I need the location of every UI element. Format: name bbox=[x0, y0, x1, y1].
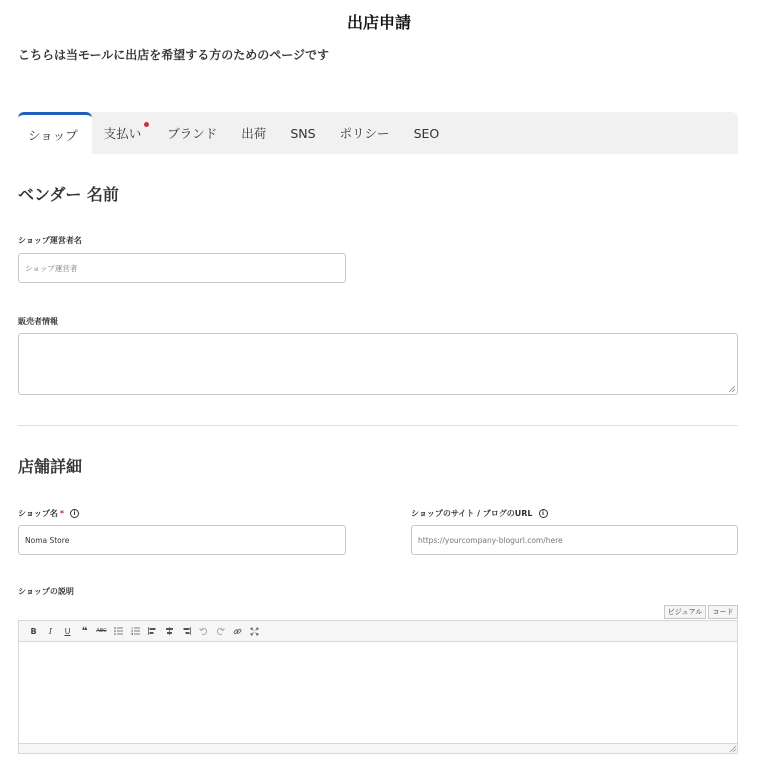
tab-label: 出荷 bbox=[241, 126, 267, 141]
tab-policy[interactable] bbox=[328, 112, 402, 154]
seller-info-textarea[interactable] bbox=[18, 333, 738, 395]
editor-code-tab[interactable]: コード bbox=[708, 605, 738, 619]
undo-icon bbox=[199, 627, 208, 635]
vendor-section-heading: ベンダー 名前 bbox=[18, 185, 119, 204]
editor-visual-tab[interactable]: ビジュアル bbox=[664, 605, 706, 619]
tab-bar bbox=[18, 112, 738, 154]
list-ol-icon bbox=[131, 627, 140, 635]
bullet-list-button[interactable] bbox=[110, 623, 127, 639]
info-icon[interactable]: i bbox=[539, 509, 548, 518]
resize-grip-icon[interactable] bbox=[728, 385, 736, 393]
list-ul-icon bbox=[114, 627, 123, 635]
shop-name-label-text: ショップ名 bbox=[18, 509, 58, 518]
fullscreen-button[interactable] bbox=[246, 623, 263, 639]
required-mark: * bbox=[59, 509, 65, 518]
page-title: 出店申請 bbox=[346, 13, 411, 32]
shop-url-label-text: ショップのサイト / ブログのURL bbox=[411, 509, 533, 518]
editor-status-bar bbox=[18, 744, 738, 754]
store-section-heading: 店舗詳細 bbox=[18, 457, 83, 476]
align-center-button[interactable] bbox=[161, 623, 178, 639]
shop-description-label: ショップの説明 bbox=[18, 587, 74, 596]
shop-name-label bbox=[18, 508, 79, 519]
bold-button[interactable]: B bbox=[30, 626, 37, 636]
tab-label: 支払い bbox=[103, 126, 142, 141]
numbered-list-button[interactable] bbox=[127, 623, 144, 639]
align-center-icon bbox=[165, 627, 174, 635]
tab-brand[interactable] bbox=[155, 112, 229, 154]
align-left-button[interactable] bbox=[144, 623, 161, 639]
undo-button[interactable] bbox=[195, 623, 212, 639]
tab-label: ショップ bbox=[28, 127, 78, 143]
editor-toolbar bbox=[18, 620, 738, 642]
align-right-icon bbox=[182, 627, 191, 635]
shop-description-editor[interactable] bbox=[18, 642, 738, 744]
tab-seo[interactable] bbox=[402, 112, 452, 154]
underline-button[interactable]: U bbox=[64, 626, 71, 636]
tab-label: ポリシー bbox=[339, 126, 390, 141]
tab-label: ブランド bbox=[167, 126, 218, 141]
blockquote-button[interactable]: ❝ bbox=[81, 625, 88, 637]
italic-button[interactable]: I bbox=[48, 626, 53, 636]
shop-name-input[interactable] bbox=[18, 525, 346, 555]
redo-button[interactable] bbox=[212, 623, 229, 639]
tab-label: SNS bbox=[290, 125, 316, 141]
notification-badge bbox=[144, 122, 149, 127]
shop-url-label bbox=[411, 508, 548, 519]
strikethrough-button[interactable]: ABC bbox=[96, 628, 107, 634]
page-subtitle: こちらは当モールに出店を希望する方のためのページです bbox=[18, 48, 330, 62]
tab-sns[interactable] bbox=[278, 112, 327, 154]
link-button[interactable] bbox=[229, 623, 246, 639]
fullscreen-icon bbox=[250, 627, 259, 636]
info-icon[interactable]: i bbox=[70, 509, 79, 518]
tab-shop[interactable] bbox=[18, 112, 92, 154]
tab-payment[interactable] bbox=[92, 112, 156, 154]
operator-name-input[interactable] bbox=[18, 253, 346, 283]
redo-icon bbox=[216, 627, 225, 635]
section-divider bbox=[18, 425, 738, 426]
resize-grip-icon[interactable] bbox=[729, 745, 737, 753]
seller-info-label: 販売者情報 bbox=[18, 317, 58, 326]
operator-name-label: ショップ運営者名 bbox=[18, 236, 82, 245]
align-left-icon bbox=[148, 627, 157, 635]
tab-shipping[interactable] bbox=[229, 112, 278, 154]
shop-url-input[interactable] bbox=[411, 525, 738, 555]
link-icon bbox=[233, 627, 242, 636]
align-right-button[interactable] bbox=[178, 623, 195, 639]
tab-label: SEO bbox=[413, 125, 440, 141]
